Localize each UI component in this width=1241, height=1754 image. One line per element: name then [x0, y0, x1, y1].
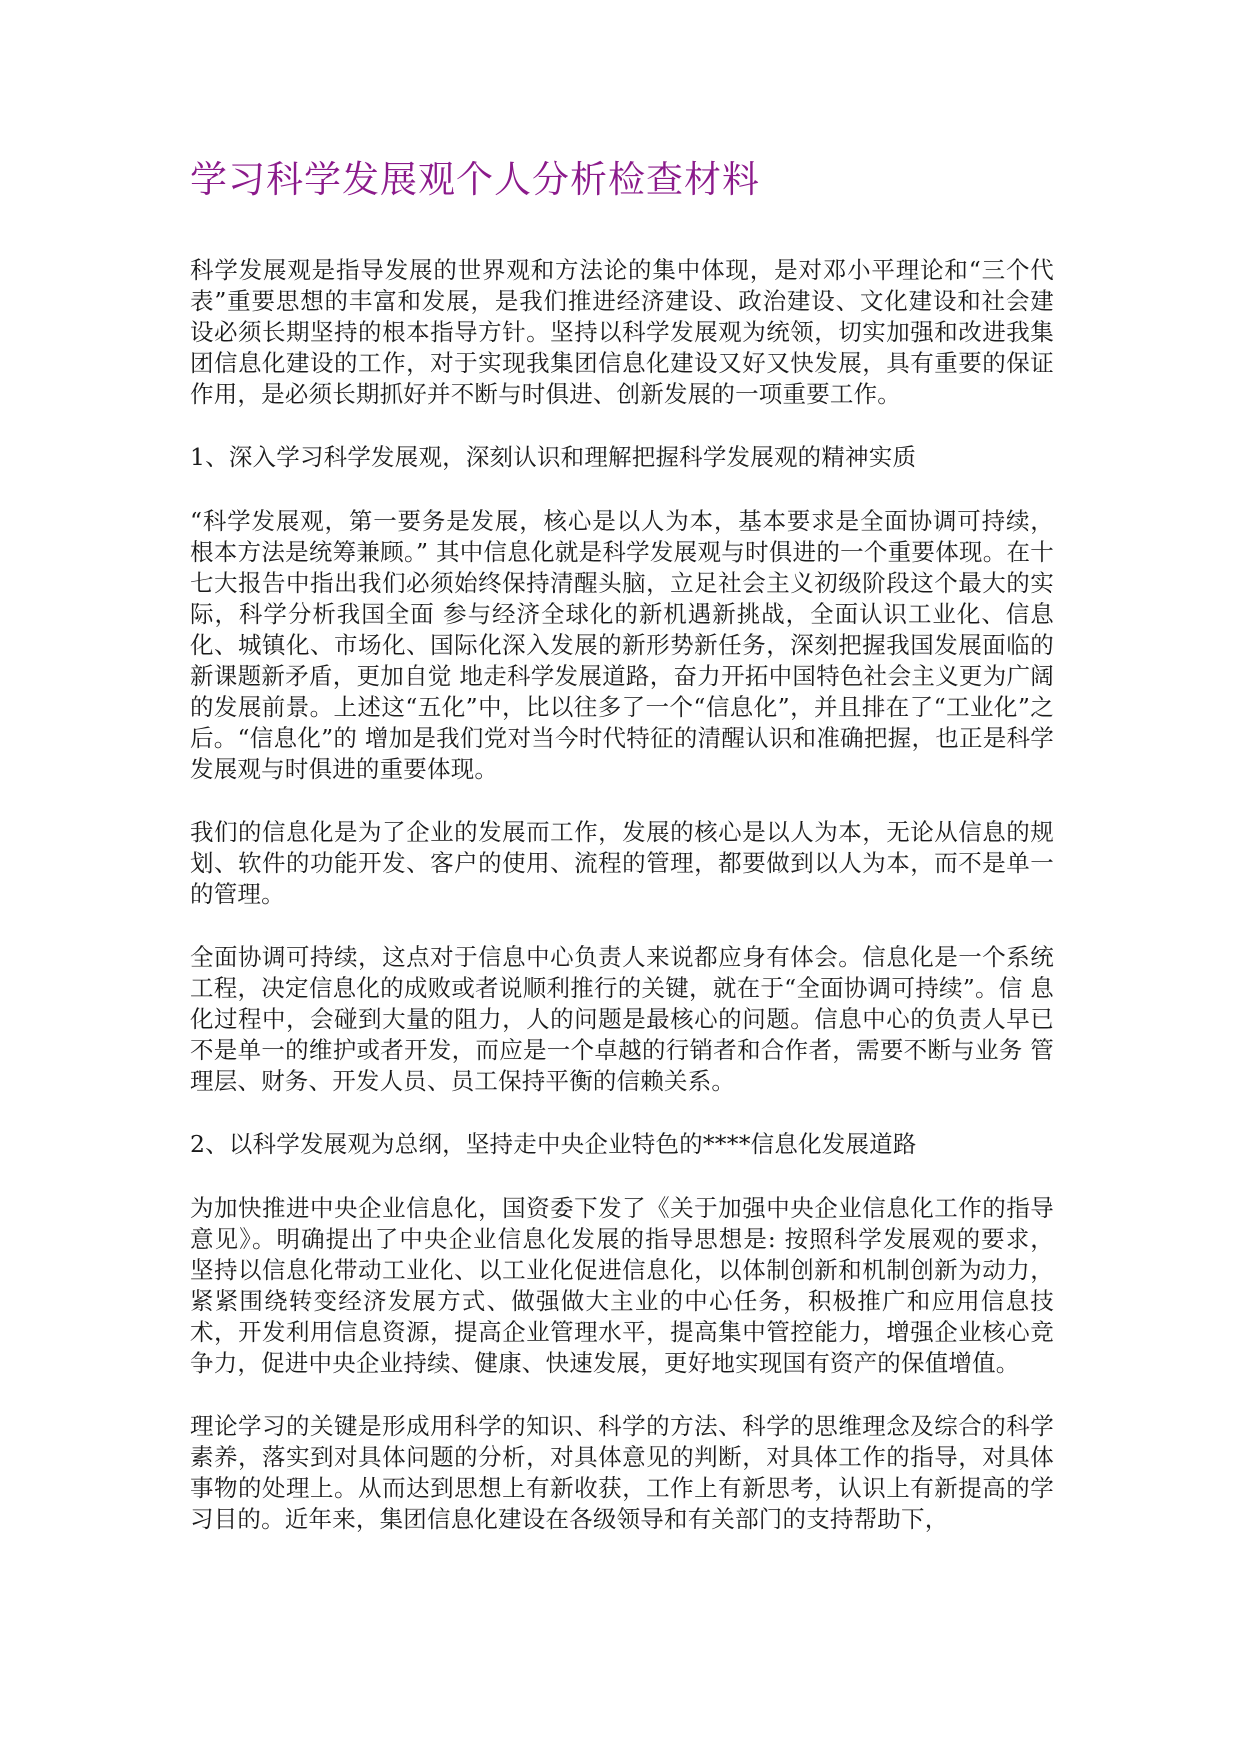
paragraph-intro: 科学发展观是指导发展的世界观和方法论的集中体现，是对邓小平理论和“三个代表”重要思想的丰富和发展，是我们推进经济建设、政治建设、文化建设和社会建 设必须长期坚持的根本指导方针。坚持以科学发展观为统领，切实加强和改进我集团信息化建设的工作，对于实现我集团信息化建设又好又快发展，具有重要的保证 作用，是必须长期抓好并不断与时俱进、创新发展的一项重要工作。	[190, 256, 1054, 408]
paragraph-section1-coordination: 全面协调可持续，这点对于信息中心负责人来说都应身有体会。信息化是一个系统工程，决定信息化的成败或者说顺利推行的关键，就在于“全面协调可持续”。信 息化过程中，会碰到大量的阻力，人的问题是最核心的问题。信息中心的负责人早已不是单一的维护或者开发，而应是一个卓越的行销者和合作者，需要不断与业务 管理层、财务、开发人员、员工保持平衡的信赖关系。	[190, 943, 1054, 1095]
document-title: 学习科学发展观个人分析检查材料	[190, 158, 760, 201]
paragraph-section2-guidance: 为加快推进中央企业信息化，国资委下发了《关于加强中央企业信息化工作的指导意见》。明确提出了中央企业信息化发展的指导思想是: 按照科学发展观的要求， 坚持以信息化带动工业化、以工业化促进信息化，以体制创新和机制创新为动力，紧紧围绕转变经济发展方式、做强做大主业的中心任务，积极推广和应用信息技 术，开发利用信息资源，提高企业管理水平，提高集中管控能力，增强企业核心竞争力，促进中央企业持续、健康、快速发展，更好地实现国有资产的保值增值。	[190, 1194, 1054, 1377]
section-heading-2: 2、以科学发展观为总纲，坚持走中央企业特色的****信息化发展道路	[190, 1130, 917, 1158]
section-heading-1: 1、深入学习科学发展观，深刻认识和理解把握科学发展观的精神实质	[190, 443, 917, 471]
paragraph-section2-theory: 理论学习的关键是形成用科学的知识、科学的方法、科学的思维理念及综合的科学素养，落实到对具体问题的分析，对具体意见的判断，对具体工作的指导，对具体 事物的处理上。从而达到思想上有新收获，工作上有新思考，认识上有新提高的学习目的。近年来，集团信息化建设在各级领导和有关部门的支持帮助下，	[190, 1412, 1054, 1533]
document-body	[190, 155, 1054, 1567]
paragraph-section1-quote: “科学发展观，第一要务是发展，核心是以人为本，基本要求是全面协调可持续，根本方法是统筹兼顾。” 其中信息化就是科学发展观与时俱进的一个重要体现。在十七大报告中指出我们必须始终保持清醒头脑，立足社会主义初级阶段这个最大的实际，科学分析我国全面 参与经济全球化的新机遇新挑战，全面认识工业化、信息化、城镇化、市场化、国际化深入发展的新形势新任务，深刻把握我国发展面临的新课题新矛盾，更加自觉 地走科学发展道路，奋力开拓中国特色社会主义更为广阔的发展前景。上述这“五化”中，比以往多了一个“信息化”，并且排在了“工业化”之后。“信息化”的 增加是我们党对当今时代特征的清醒认识和准确把握，也正是科学发展观与时俱进的重要体现。	[190, 507, 1054, 783]
paragraph-section1-informatization: 我们的信息化是为了企业的发展而工作，发展的核心是以人为本，无论从信息的规划、软件的功能开发、客户的使用、流程的管理，都要做到以人为本，而不是单一的管理。	[190, 818, 1054, 908]
